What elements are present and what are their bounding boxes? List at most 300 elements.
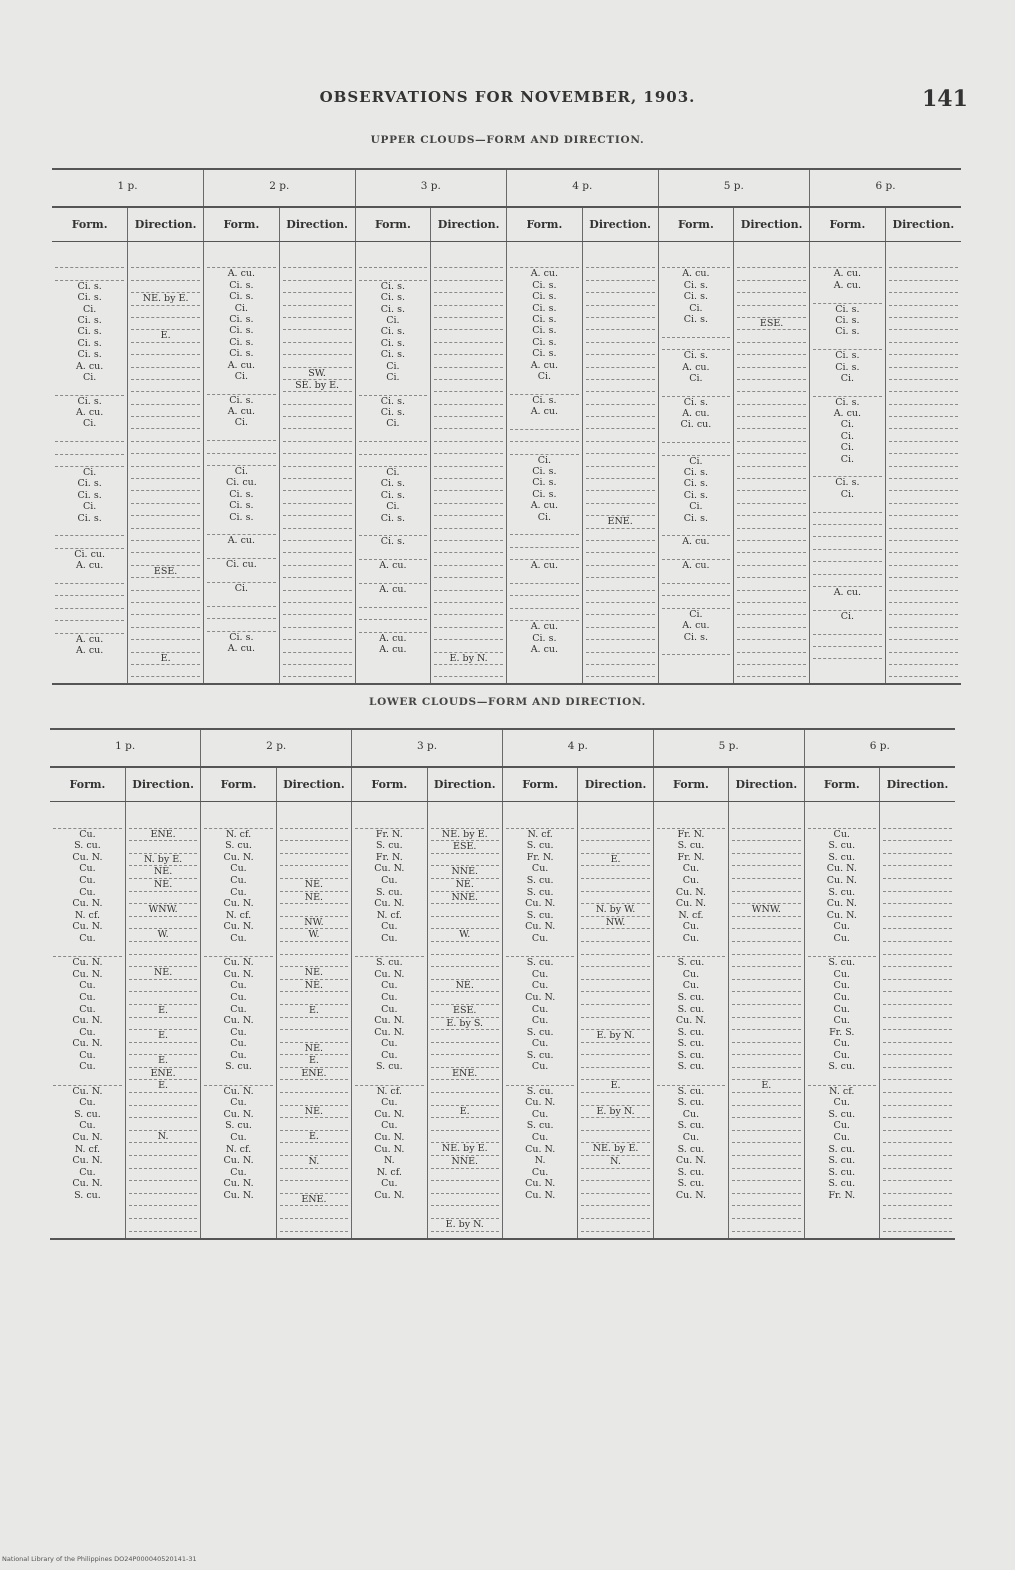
cloud-form-entry: Ci. (537, 511, 552, 523)
cloud-direction-entry (131, 281, 200, 293)
cloud-direction-entry: ENE. (280, 1194, 348, 1207)
cloud-form-entry: Cu. N. (72, 1015, 103, 1027)
cloud-form-entry: Cu. N. (826, 898, 857, 910)
form-column-header: Form. (502, 767, 577, 802)
cloud-direction-entry: E. (129, 1080, 197, 1093)
cloud-form-entry: Ci. (840, 419, 855, 431)
cloud-direction-entry (889, 628, 958, 640)
cloud-form-entry: Cu. N. (374, 968, 405, 980)
cloud-form-entry: Cu. N. (525, 991, 556, 1003)
cloud-direction-entry (129, 1194, 197, 1207)
cloud-form-entry: N. cf. (74, 1143, 101, 1155)
cloud-form-entry: Cu. N. (675, 1155, 707, 1167)
cloud-direction-entry (131, 256, 200, 268)
upper-direction-column (582, 242, 658, 685)
upper-hour-header: 2 p. (204, 169, 356, 207)
cloud-form-entry (813, 562, 882, 574)
cloud-direction-entry (737, 553, 806, 565)
cloud-form-entry: Cu. (230, 1097, 247, 1109)
cloud-direction-entry (131, 454, 200, 466)
cloud-form-entry: S. cu. (74, 1108, 101, 1120)
cloud-direction-entry (586, 429, 655, 441)
cloud-form-entry: Ci. s. (532, 394, 557, 406)
cloud-form-entry (55, 442, 124, 454)
upper-direction-column (128, 242, 204, 685)
cloud-direction-entry (883, 879, 952, 892)
cloud-form-entry: Ci. (82, 418, 97, 430)
cloud-direction-entry (737, 306, 806, 318)
cloud-direction-entry (737, 479, 806, 491)
cloud-form-entry: Ci. s. (380, 489, 405, 501)
cloud-direction-entry (434, 368, 503, 380)
cloud-direction-entry: WNW. (732, 904, 800, 917)
cloud-direction-entry: NE. (431, 980, 499, 993)
cloud-direction-entry (737, 454, 806, 466)
cloud-direction-entry: E. (581, 854, 649, 867)
cloud-direction-entry (434, 553, 503, 565)
cloud-direction-entry (737, 628, 806, 640)
direction-column-header: Direction. (276, 767, 351, 802)
cloud-form-entry: S. cu. (828, 1166, 856, 1178)
cloud-direction-entry (434, 268, 503, 280)
cloud-direction-entry (732, 841, 800, 854)
cloud-form-entry: Cu. N. (826, 863, 857, 875)
cloud-form-entry: S. cu. (677, 1097, 705, 1109)
cloud-form-entry: Ci. s. (532, 291, 557, 303)
cloud-form-entry (662, 384, 731, 396)
cloud-direction-entry (732, 942, 800, 955)
lower-form-column (352, 802, 427, 1239)
cloud-form-entry: A. cu. (379, 632, 407, 644)
cloud-form-entry: Cu. N. (72, 1155, 103, 1167)
cloud-form-entry: Cu. (230, 1038, 247, 1050)
cloud-form-entry: Ci. (386, 371, 400, 383)
cloud-form-entry: S. cu. (225, 1061, 252, 1073)
cloud-direction-entry: NE. (280, 1043, 348, 1056)
cloud-form-entry: S. cu. (526, 1085, 554, 1097)
cloud-form-entry (55, 596, 124, 608)
cloud-direction-entry (283, 318, 352, 330)
cloud-form-entry: N. cf. (376, 1166, 402, 1178)
cloud-form-entry: Ci. s. (77, 326, 102, 338)
cloud-form-entry: Cu. (381, 1120, 398, 1132)
cloud-form-entry (813, 384, 882, 396)
cloud-direction-entry (586, 318, 655, 330)
cloud-direction-entry (283, 516, 352, 528)
lower-form-column (50, 802, 125, 1239)
cloud-direction-entry (889, 355, 958, 367)
direction-column-header: Direction. (885, 207, 961, 242)
cloud-direction-entry (283, 591, 352, 603)
cloud-form-entry: Ci. s. (835, 314, 860, 326)
cloud-form-entry: A. cu. (379, 560, 407, 572)
cloud-direction-entry (586, 392, 655, 404)
cloud-form-entry: Ci. s. (229, 279, 254, 291)
cloud-direction-entry (434, 541, 503, 553)
cloud-form-entry: Ci. s. (229, 325, 254, 337)
cloud-direction-entry (586, 591, 655, 603)
cloud-direction-entry (431, 1043, 499, 1056)
cloud-direction-entry (737, 529, 806, 541)
cloud-direction-entry (131, 529, 200, 541)
cloud-direction-entry (131, 491, 200, 503)
cloud-form-entry (359, 430, 428, 442)
cloud-direction-entry (883, 1093, 952, 1106)
cloud-direction-entry: E. (129, 1055, 197, 1068)
cloud-form-entry: Cu. N. (223, 957, 254, 969)
cloud-form-entry (359, 595, 428, 607)
cloud-direction-entry (431, 1055, 499, 1068)
cloud-direction-entry (581, 1043, 649, 1056)
cloud-direction-entry (732, 879, 800, 892)
cloud-direction-entry: NE. (129, 866, 197, 879)
cloud-direction-entry (883, 942, 952, 955)
footer-credit: National Library of the Philippines DO24P000040520141-31 (2, 1555, 197, 1563)
cloud-direction-entry (129, 841, 197, 854)
cloud-direction-entry (883, 1118, 952, 1131)
cloud-direction-entry (581, 1005, 649, 1018)
cloud-direction-entry (280, 1206, 348, 1219)
cloud-direction-entry (131, 268, 200, 280)
cloud-form-entry: Ci. (82, 303, 97, 315)
cloud-form-entry: S. cu. (74, 840, 101, 852)
cloud-form-entry: Fr. N. (526, 851, 554, 863)
cloud-form-entry: Cu. N. (675, 1015, 707, 1027)
cloud-direction-entry (883, 892, 952, 905)
cloud-form-entry (359, 548, 428, 560)
cloud-direction-entry: N. (280, 1156, 348, 1169)
cloud-direction-entry (889, 467, 958, 479)
cloud-direction-entry: N. (129, 1131, 197, 1144)
cloud-form-entry (662, 325, 731, 337)
cloud-direction-entry (283, 417, 352, 429)
cloud-form-entry: Cu. (381, 932, 398, 944)
cloud-direction-entry (283, 553, 352, 565)
cloud-form-entry: Ci. s. (77, 292, 102, 304)
cloud-form-entry: N. (383, 1155, 395, 1167)
cloud-form-entry: Cu. N. (72, 1132, 103, 1144)
lower-hours-row (50, 729, 955, 767)
cloud-direction-entry (889, 479, 958, 491)
cloud-direction-entry (581, 1118, 649, 1131)
cloud-direction-entry (280, 1080, 348, 1093)
cloud-form-entry: A. cu. (530, 500, 559, 512)
cloud-direction-entry (283, 491, 352, 503)
cloud-form-entry: Cu. N. (675, 898, 707, 910)
cloud-form-entry: Cu. N. (826, 909, 857, 921)
cloud-direction-entry (889, 380, 958, 392)
cloud-direction-entry (129, 1018, 197, 1031)
cloud-direction-entry (889, 256, 958, 268)
cloud-direction-entry (586, 640, 655, 652)
cloud-direction-entry (581, 980, 649, 993)
cloud-form-entry: Ci. s. (229, 488, 254, 500)
cloud-direction-entry (283, 405, 352, 417)
cloud-direction-entry (280, 904, 348, 917)
cloud-direction-entry (732, 1169, 800, 1182)
cloud-direction-entry: ENE. (129, 1068, 197, 1081)
cloud-direction-entry (581, 1181, 649, 1194)
cloud-form-entry: Cu. (381, 991, 398, 1003)
cloud-form-entry: Cu. N. (72, 1085, 103, 1097)
cloud-direction-entry (737, 603, 806, 615)
cloud-direction-entry (586, 467, 655, 479)
cloud-direction-entry (737, 392, 806, 404)
cloud-form-entry: Ci. (386, 501, 400, 513)
cloud-direction-entry: ESE. (431, 841, 499, 854)
cloud-direction-entry (283, 529, 352, 541)
cloud-form-entry (207, 454, 276, 466)
cloud-form-entry: Ci. s. (683, 279, 708, 291)
cloud-direction-entry (283, 343, 352, 355)
cloud-form-entry: Cu. (230, 980, 247, 992)
cloud-form-entry: S. cu. (225, 840, 252, 852)
cloud-direction-entry (586, 491, 655, 503)
cloud-form-entry: A. cu. (75, 407, 104, 419)
cloud-form-entry: N. cf. (225, 909, 252, 921)
cloud-form-entry (510, 256, 579, 268)
cloud-direction-entry (129, 955, 197, 968)
cloud-form-entry: N. cf. (376, 909, 402, 921)
cloud-form-entry (510, 417, 579, 429)
cloud-form-entry: Ci. s. (380, 536, 405, 548)
cloud-direction-entry (732, 866, 800, 879)
cloud-direction-entry: E. by N. (581, 1106, 649, 1119)
cloud-direction-entry (737, 491, 806, 503)
cloud-form-entry: Fr. N. (677, 828, 705, 840)
cloud-form-entry (813, 500, 882, 512)
upper-hour-header: 1 p. (52, 169, 204, 207)
cloud-form-entry: S. cu. (828, 1155, 856, 1167)
lower-data-row (50, 802, 955, 1239)
cloud-direction-entry (883, 816, 952, 829)
upper-form-column (810, 242, 886, 685)
cloud-direction-entry (283, 256, 352, 268)
cloud-direction-entry (737, 516, 806, 528)
cloud-form-entry: Cu. (531, 863, 549, 875)
cloud-direction-entry (129, 1118, 197, 1131)
cloud-direction-entry (283, 665, 352, 677)
cloud-direction-entry (434, 640, 503, 652)
cloud-form-entry (207, 571, 276, 583)
cloud-direction-entry (280, 1018, 348, 1031)
cloud-form-entry: Cu. N. (525, 921, 556, 933)
cloud-form-entry (359, 524, 428, 536)
lower-direction-column (276, 802, 351, 1239)
cloud-form-entry: Ci. s. (380, 292, 405, 304)
cloud-form-entry (510, 430, 579, 442)
cloud-direction-entry (283, 467, 352, 479)
page-number: 141 (922, 86, 968, 112)
cloud-form-entry: Ci. s. (683, 512, 708, 524)
cloud-direction-entry (889, 541, 958, 553)
cloud-form-entry: Ci. s. (77, 512, 102, 524)
cloud-form-entry: Ci. (234, 417, 249, 429)
cloud-form-entry: Cu. (79, 1166, 96, 1178)
cloud-direction-entry (129, 1219, 197, 1232)
cloud-direction-entry (737, 566, 806, 578)
cloud-direction-entry: E. (129, 1005, 197, 1018)
cloud-direction-entry (889, 491, 958, 503)
cloud-direction-entry (431, 1131, 499, 1144)
cloud-form-entry: N. cf. (678, 909, 704, 921)
cloud-direction-entry (434, 491, 503, 503)
upper-form-column (355, 242, 431, 685)
cloud-form-entry (55, 430, 124, 442)
cloud-direction-entry (434, 343, 503, 355)
cloud-form-entry (808, 945, 876, 958)
cloud-form-entry: A. cu. (75, 644, 104, 656)
cloud-direction-entry (131, 467, 200, 479)
cloud-direction-entry (732, 892, 800, 905)
cloud-direction-entry (889, 640, 958, 652)
cloud-direction-entry (737, 640, 806, 652)
cloud-form-entry: A. cu. (227, 359, 256, 371)
cloud-direction-entry (283, 615, 352, 627)
form-column-header: Form. (653, 767, 728, 802)
cloud-direction-entry (883, 1068, 952, 1081)
cloud-form-entry: Cu. N. (374, 1108, 405, 1120)
cloud-form-entry: S. cu. (677, 991, 705, 1003)
cloud-direction-entry (737, 380, 806, 392)
cloud-form-entry (359, 256, 428, 268)
cloud-direction-entry (586, 405, 655, 417)
cloud-form-entry: A. cu. (379, 583, 407, 595)
cloud-form-entry (662, 443, 731, 455)
cloud-direction-entry (732, 1143, 800, 1156)
cloud-direction-entry (581, 841, 649, 854)
cloud-form-entry (204, 1073, 272, 1086)
cloud-form-entry: Ci. s. (77, 478, 102, 490)
cloud-form-entry: Cu. (230, 886, 247, 898)
cloud-direction-entry (280, 816, 348, 829)
lower-form-column (804, 802, 879, 1239)
cloud-form-entry: Cu. (230, 1132, 247, 1144)
cloud-direction-entry (586, 653, 655, 665)
form-column-header: Form. (204, 207, 280, 242)
cloud-form-entry: Ci. s. (835, 361, 860, 373)
cloud-form-entry: Cu. N. (223, 851, 254, 863)
cloud-form-entry: Ci. s. (77, 489, 102, 501)
cloud-direction-entry: WNW. (129, 904, 197, 917)
cloud-direction-entry (283, 640, 352, 652)
cloud-direction-entry (737, 504, 806, 516)
cloud-direction-entry: NE. (431, 879, 499, 892)
cloud-direction-entry (280, 1219, 348, 1232)
cloud-direction-entry (129, 892, 197, 905)
cloud-form-entry: A. cu. (682, 536, 710, 548)
form-column-header: Form. (50, 767, 125, 802)
cloud-form-entry: Fr. N. (828, 1190, 856, 1201)
cloud-form-entry: S. cu. (677, 1003, 705, 1015)
cloud-direction-entry (283, 454, 352, 466)
cloud-form-entry: Cu. N. (223, 1155, 254, 1167)
cloud-form-entry (53, 816, 122, 829)
cloud-form-entry (506, 816, 574, 829)
cloud-direction-entry: E. (280, 1131, 348, 1144)
cloud-direction-entry (586, 368, 655, 380)
cloud-form-entry (813, 513, 882, 525)
cloud-form-entry: Cu. (833, 1120, 850, 1132)
cloud-direction-entry (586, 529, 655, 541)
cloud-form-entry (55, 621, 124, 633)
upper-hour-header: 5 p. (658, 169, 810, 207)
cloud-direction-entry (434, 504, 503, 516)
cloud-direction-entry (586, 281, 655, 293)
cloud-direction-entry (581, 816, 649, 829)
cloud-direction-entry (586, 479, 655, 491)
cloud-form-entry: Cu. (531, 1108, 549, 1120)
cloud-form-entry: S. cu. (375, 886, 403, 898)
cloud-form-entry (813, 338, 882, 350)
cloud-direction-entry (581, 992, 649, 1005)
cloud-direction-entry (131, 392, 200, 404)
cloud-form-entry: Ci. (840, 430, 855, 442)
cloud-form-entry (813, 635, 882, 647)
cloud-direction-entry (581, 1169, 649, 1182)
cloud-direction-entry (581, 879, 649, 892)
cloud-form-entry: Cu. (79, 874, 96, 886)
cloud-direction-entry (280, 866, 348, 879)
cloud-form-entry: S. cu. (828, 851, 856, 863)
lower-form-column (502, 802, 577, 1239)
cloud-direction-entry (737, 281, 806, 293)
cloud-form-entry: Ci. s. (229, 511, 254, 523)
cloud-direction-entry (434, 467, 503, 479)
cloud-direction-entry (586, 541, 655, 553)
cloud-direction-entry (431, 1194, 499, 1207)
cloud-form-entry: Cu. (79, 1097, 96, 1109)
lower-hour-header: 4 p. (502, 729, 653, 767)
cloud-direction-entry (434, 591, 503, 603)
cloud-form-entry: S. cu. (526, 886, 554, 898)
cloud-direction-entry (131, 318, 200, 330)
cloud-form-entry: Ci. s. (683, 489, 708, 501)
lower-direction-column (125, 802, 200, 1239)
cloud-direction-entry (280, 1030, 348, 1043)
cloud-direction-entry (581, 967, 649, 980)
cloud-form-entry: Cu. (79, 863, 96, 875)
cloud-form-entry: A. cu. (227, 535, 256, 547)
cloud-direction-entry (889, 665, 958, 677)
cloud-form-entry (510, 535, 579, 547)
cloud-direction-entry (283, 578, 352, 590)
cloud-form-entry: A. cu. (682, 408, 710, 420)
upper-clouds-table (52, 168, 961, 685)
cloud-direction-entry (732, 816, 800, 829)
form-column-header: Form. (352, 767, 427, 802)
cloud-direction-entry (889, 268, 958, 280)
cloud-direction-entry: E. (280, 1005, 348, 1018)
cloud-form-entry: Cu. N. (675, 1190, 707, 1201)
cloud-direction-entry: NE. by E. (581, 1143, 649, 1156)
cloud-form-entry: Ci. cu. (680, 419, 712, 431)
cloud-form-entry: N. cf. (225, 828, 252, 840)
cloud-form-entry: A. cu. (682, 361, 710, 373)
cloud-direction-entry (737, 541, 806, 553)
cloud-direction-entry (732, 929, 800, 942)
cloud-form-entry: Cu. (531, 1132, 549, 1144)
cloud-direction-entry: NE. (280, 879, 348, 892)
cloud-form-entry: Cu. (79, 932, 96, 944)
cloud-form-entry (359, 383, 428, 395)
cloud-form-entry: Ci. s. (77, 280, 102, 292)
cloud-form-entry: Ci. s. (683, 350, 708, 362)
cloud-form-entry: Ci. cu. (74, 548, 106, 560)
cloud-direction-entry (737, 591, 806, 603)
cloud-form-entry: S. cu. (677, 1178, 705, 1190)
cloud-direction-entry (434, 442, 503, 454)
